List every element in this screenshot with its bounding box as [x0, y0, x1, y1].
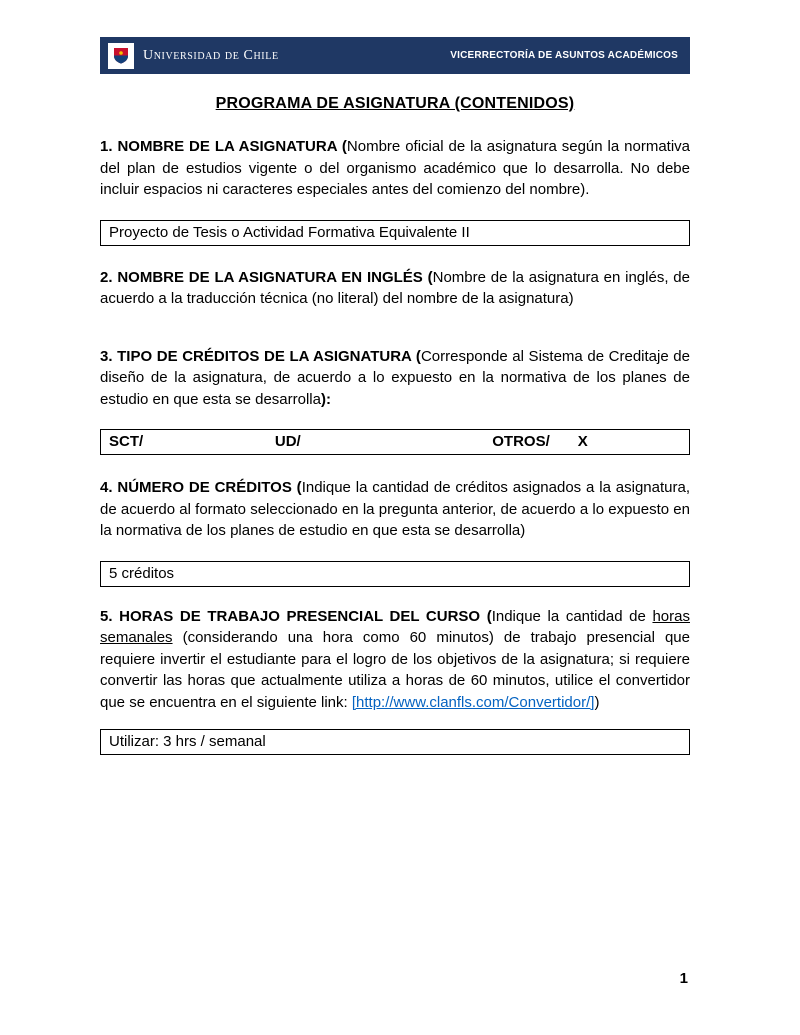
credit-otros-label: OTROS/ [492, 433, 550, 450]
section-3-description: Corresponde al Sistema de Creditaje de diseño de la asignatura, de acuerdo a lo expuesto en la normativa de los planes de estudio en que esta se desarrolla [100, 347, 690, 408]
section-5-text [100, 606, 690, 714]
credit-otros-cell [492, 432, 681, 452]
section-4-heading: 4. NÚMERO DE CRÉDITOS ( [100, 479, 302, 496]
credit-count-field [100, 561, 690, 587]
section-3-tail: ): [320, 390, 331, 408]
credit-sct-label: SCT/ [109, 433, 144, 450]
section-4-description: Indique la cantidad de créditos asignados a la asignatura, de acuerdo al formato seleccionado en la pregunta anterior, de acuerdo a lo expuesto en la normativa de los planes de estudio en que esta se desarrolla) [100, 479, 690, 539]
convertidor-link[interactable]: [http://www.clanfls.com/Convertidor/] [351, 693, 595, 711]
university-logo [108, 43, 279, 69]
section-3-heading: 3. TIPO DE CRÉDITOS DE LA ASIGNATURA ( [100, 347, 421, 365]
section-5-description-part1: Indique la cantidad de [491, 607, 653, 625]
course-name-field [100, 220, 690, 246]
university-name: Universidad de Chile [143, 47, 279, 63]
credit-count-value: 5 créditos [109, 564, 175, 582]
course-name-value: Proyecto de Tesis o Actividad Formativa Equivalente II [109, 223, 470, 241]
page-number: 1 [679, 970, 688, 987]
section-2-description: Nombre de la asignatura en inglés, de acuerdo a la traducción técnica (no literal) del nombre de la asignatura) [100, 268, 690, 307]
credit-otros-value: X [577, 433, 588, 450]
section-2-text [100, 267, 690, 310]
vicerrectoria-label: VICERRECTORÍA DE ASUNTOS ACADÉMICOS [450, 50, 678, 61]
credit-ud-label: UD/ [274, 433, 301, 450]
section-5-description-part2: (considerando una hora como 60 minutos) de trabajo presencial que requiere invertir el estudiante para el logro de los objetivos de la asignatura; si requiere convertir las horas que actualmente utiliza a horas de 60 minutos, utilice el convertidor que se encuentra en el siguiente link: [100, 629, 690, 711]
section-3-text [100, 346, 690, 411]
header-bar [100, 37, 690, 74]
section-1-text [100, 136, 690, 201]
section-1-description: Nombre oficial de la asignatura según la normativa del plan de estudios vigente o del organismo académico que lo desarrolla. No debe incluir espacios ni caracteres especiales antes del comienzo del nombre). [100, 138, 691, 198]
page-title: PROGRAMA DE ASIGNATURA (CONTENIDOS) [215, 95, 575, 112]
section-4-text [100, 477, 690, 542]
credit-type-field [100, 429, 690, 455]
section-5-heading: 5. HORAS DE TRABAJO PRESENCIAL DEL CURSO ( [100, 607, 492, 625]
weekly-hours-value: Utilizar: 3 hrs / semanal [109, 733, 266, 750]
universidad-de-chile-crest-icon [108, 43, 134, 69]
section-5-underlined-phrase: horas semanales [100, 607, 690, 646]
weekly-hours-field [100, 729, 690, 755]
section-5-description-part3: ) [594, 693, 600, 711]
section-2-heading: 2. NOMBRE DE LA ASIGNATURA EN INGLÉS ( [100, 268, 433, 286]
section-1-heading: 1. NOMBRE DE LA ASIGNATURA ( [100, 138, 347, 155]
